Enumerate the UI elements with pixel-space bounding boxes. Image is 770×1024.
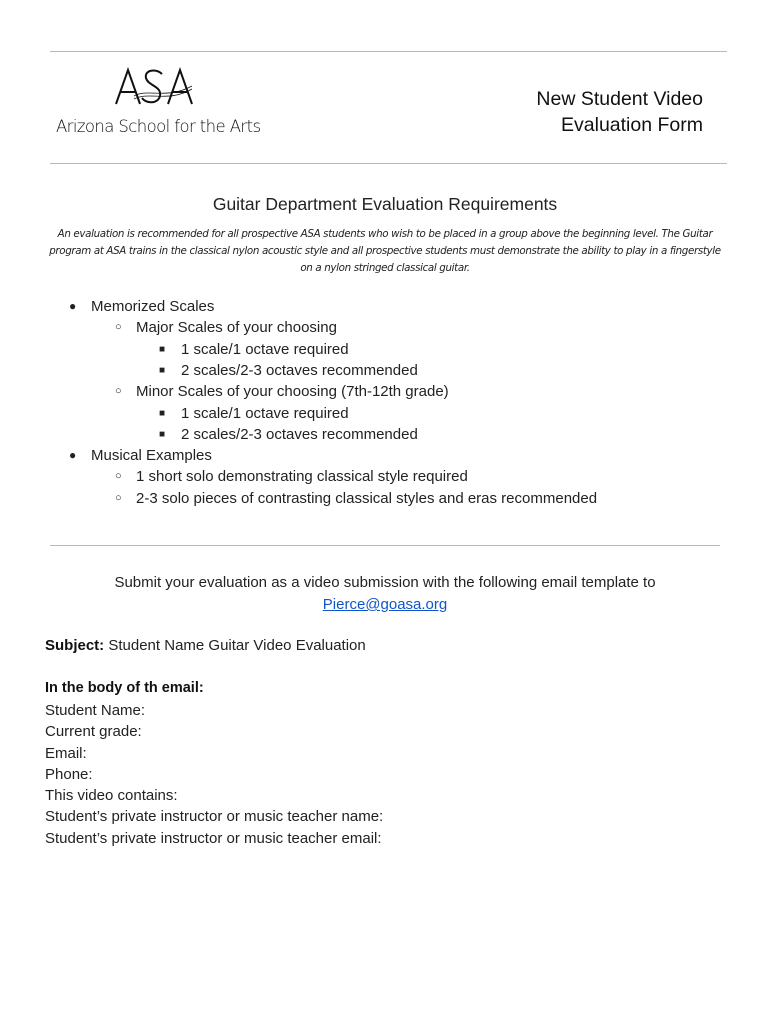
- top-divider: [50, 51, 727, 52]
- list-item-text: 2-3 solo pieces of contrasting classical styles and eras recommended: [136, 489, 598, 507]
- form-title-line-1: New Student Video: [536, 88, 703, 110]
- list-item: [69, 445, 212, 466]
- list-item: [159, 360, 418, 381]
- list-item: [115, 466, 468, 487]
- list-item: [115, 381, 449, 402]
- list-item: [159, 403, 349, 424]
- filled-square-bullet-icon: ■: [159, 407, 166, 419]
- template-field: This video contains:: [45, 787, 178, 805]
- subject-line: [45, 637, 366, 654]
- template-field: Student’s private instructor or music teacher email:: [45, 829, 382, 847]
- list-item-text: 1 short solo demonstrating classical style required: [136, 468, 468, 486]
- form-title-line-2: Evaluation Form: [561, 114, 703, 136]
- submission-instructions: [0, 572, 770, 616]
- list-item-text: 1 scale/1 octave required: [181, 404, 349, 422]
- section-divider: [50, 545, 720, 546]
- email-body-heading: In the body of th email:: [45, 680, 204, 696]
- list-item-text: Musical Examples: [91, 447, 212, 465]
- template-field: Current grade:: [45, 723, 142, 741]
- template-field: Student Name:: [45, 702, 146, 719]
- asa-logo-icon: [114, 66, 194, 108]
- filled-square-bullet-icon: ■: [159, 364, 166, 376]
- hollow-circle-bullet-icon: ○: [115, 321, 122, 334]
- subject-value: Student Name Guitar Video Evaluation: [108, 637, 366, 654]
- template-field: Student’s private instructor or music teacher name:: [45, 808, 384, 826]
- hollow-circle-bullet-icon: ○: [115, 385, 122, 398]
- subject-label: Subject:: [45, 637, 105, 654]
- form-title: [443, 86, 703, 138]
- list-item-text: 1 scale/1 octave required: [181, 340, 349, 358]
- filled-square-bullet-icon: ■: [159, 343, 166, 355]
- submission-text: Submit your evaluation as a video submission with the following email template to: [114, 574, 656, 591]
- list-item-text: Major Scales of your choosing: [136, 319, 337, 337]
- asa-logo: [56, 66, 261, 138]
- section-title: Guitar Department Evaluation Requirements: [212, 194, 558, 214]
- email-link[interactable]: Pierce@goasa.org: [322, 596, 448, 613]
- list-item-text: Minor Scales of your choosing (7th-12th grade): [136, 383, 449, 401]
- list-item: [69, 296, 215, 317]
- list-item-text: 2 scales/2-3 octaves recommended: [181, 425, 418, 443]
- hollow-circle-bullet-icon: ○: [115, 491, 122, 504]
- list-item-text: Memorized Scales: [91, 298, 215, 315]
- intro-paragraph: An evaluation is recommended for all prospective ASA students who wish to be placed in a group above the beginning level. The Guitar program at ASA trains in the classical nylon acoustic style and all prospective students must demonstrate the ability to play in a fingerstyle on a nylon stringed classical guitar.: [49, 228, 721, 274]
- template-field: Email:: [45, 744, 87, 762]
- email-template-fields: [45, 700, 383, 849]
- filled-square-bullet-icon: ■: [159, 428, 166, 440]
- list-item: [159, 339, 349, 360]
- list-item: [115, 488, 598, 509]
- list-item-text: 2 scales/2-3 octaves recommended: [181, 361, 418, 379]
- filled-circle-bullet-icon: ●: [69, 448, 77, 463]
- header-divider: [50, 163, 727, 164]
- hollow-circle-bullet-icon: ○: [115, 470, 122, 483]
- list-item: [159, 424, 418, 445]
- school-name: Arizona School for the Arts: [56, 117, 261, 136]
- list-item: [115, 317, 337, 338]
- filled-circle-bullet-icon: ●: [69, 299, 77, 313]
- template-field: Phone:: [45, 765, 93, 783]
